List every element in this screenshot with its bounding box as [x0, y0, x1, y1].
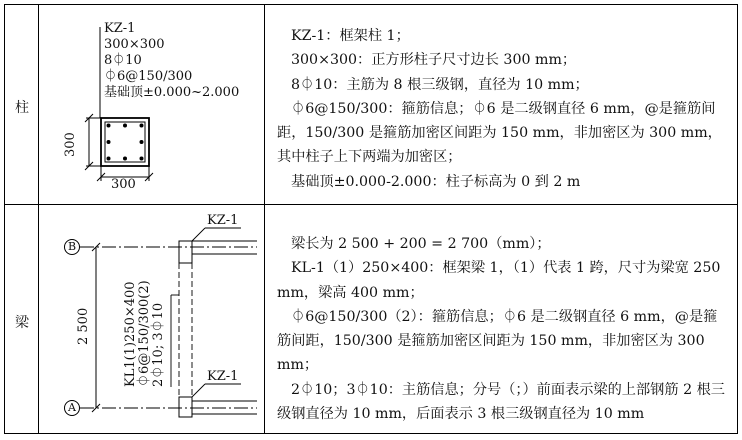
beam-desc-line: 2⏀10；3⏀10：主筋信息；分号（；）前面表示梁的上部钢筋 2 根三级钢直径为 10 mm，后面表示 3 根三级钢直径为 10 mm — [277, 381, 725, 423]
column-dim-bottom: 300 — [111, 177, 136, 192]
row-category-beam: 梁 — [15, 315, 29, 331]
column-description — [277, 24, 727, 194]
axis-label-b: B — [68, 240, 77, 253]
column-label-stirrup: ⏀6@150/300 — [104, 69, 193, 84]
column-dim-side: 300 — [63, 132, 78, 157]
beam-kz-top-label: KZ-1 — [207, 213, 239, 228]
row-category-column: 柱 — [15, 100, 29, 116]
beam-label-rebar: 2⏀10; 3⏀10 — [151, 302, 166, 387]
column-label-size: 300×300 — [104, 37, 165, 52]
beam-dim-length: 2 500 — [76, 307, 91, 345]
column-desc-line: 基础顶±0.000-2.000：柱子标高为 0 到 2 m — [291, 173, 581, 190]
column-desc-line: 8⏀10：主筋为 8 根三级钢，直径为 10 mm； — [291, 76, 589, 93]
column-desc-line: 300×300：正方形柱子尺寸边长 300 mm； — [291, 52, 577, 69]
column-label-code: KZ-1 — [104, 21, 136, 36]
annotation-table — [4, 4, 738, 434]
beam-kz-bottom-label: KZ-1 — [207, 369, 239, 384]
beam-desc-line: 梁长为 2 500 + 200 = 2 700（mm）； — [291, 236, 551, 252]
column-label-elevation: 基础顶±0.000~2.000 — [104, 85, 240, 100]
beam-label-stirrup: ⏀6@150/300(2) — [137, 280, 152, 387]
beam-label-size: KL1(1)250×400 — [123, 281, 138, 387]
beam-desc-line: KL-1（1）250×400：框架梁 1，（1）代表 1 跨，尺寸为梁宽 250 mm，梁高 400 mm； — [277, 260, 721, 301]
axis-label-a: A — [68, 401, 76, 414]
beam-description — [277, 232, 727, 426]
beam-desc-line: ⏀6@150/300（2）：箍筋信息；⏀6 是二级钢直径 6 mm，@是箍筋间距，150/300 是箍筋加密区间距为 150 mm，非加密区为 300 mm； — [277, 308, 718, 374]
column-desc-line: ⏀6@150/300：箍筋信息；⏀6 是二级钢直径 6 mm，@是箍筋间距，150/300 是箍筋加密区间距为 150 mm，非加密区为 300 mm，其中柱子上下两端为加密区； — [277, 100, 722, 166]
column-desc-line: KZ-1：框架柱 1； — [291, 28, 410, 44]
column-label-main-rebar: 8⏀10 — [104, 53, 142, 68]
